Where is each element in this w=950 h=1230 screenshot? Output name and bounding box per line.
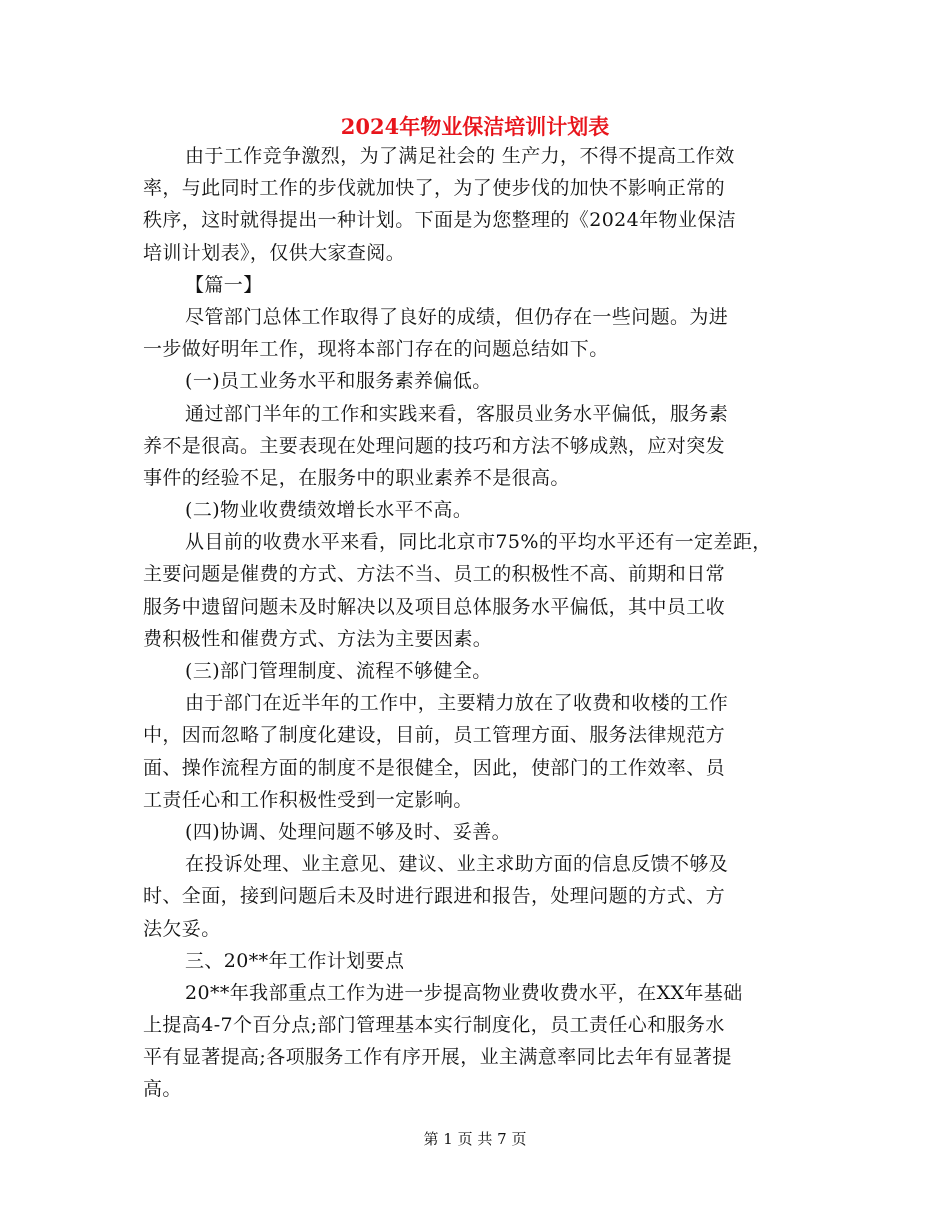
paragraph-line: 中，因而忽略了制度化建设，目前，员工管理方面、服务法律规范方 (143, 724, 726, 747)
paragraph-line: 上提高4-7个百分点;部门管理基本实行制度化，员工责任心和服务水 (143, 1014, 725, 1037)
subheading: (一)员工业务水平和服务素养偏低。 (185, 370, 492, 393)
section-heading: 【篇一】 (185, 273, 263, 296)
paragraph-line: 工责任心和工作积极性受到一定影响。 (143, 788, 473, 811)
subheading: (二)物业收费绩效增长水平不高。 (185, 499, 473, 522)
section-heading: 三、20**年工作计划要点 (185, 949, 405, 972)
paragraph-line: 事件的经验不足，在服务中的职业素养不是很高。 (143, 466, 570, 489)
paragraph-line: 费积极性和催费方式、方法为主要因素。 (143, 627, 493, 650)
document-body (143, 140, 823, 1106)
paragraph-line: 尽管部门总体工作取得了良好的成绩，但仍存在一些问题。为进 (185, 305, 729, 328)
paragraph-line: 通过部门半年的工作和实践来看，客服员业务水平偏低，服务素 (185, 402, 729, 425)
paragraph-line: 高。 (143, 1078, 182, 1101)
paragraph-line: 20**年我部重点工作为进一步提高物业费收费水平，在XX年基础 (185, 981, 743, 1004)
paragraph-line: 服务中遗留问题未及时解决以及项目总体服务水平偏低，其中员工收 (143, 595, 726, 618)
subheading: (三)部门管理制度、流程不够健全。 (185, 660, 492, 682)
paragraph-line: 由于部门在近半年的工作中，主要精力放在了收费和收楼的工作 (185, 692, 729, 715)
paragraph-line: 面、操作流程方面的制度不是很健全，因此，使部门的工作效率、员 (143, 756, 726, 779)
paragraph-line: 一步做好明年工作，现将本部门存在的问题总结如下。 (143, 338, 609, 361)
paragraph-line: 时、全面，接到问题后未及时进行跟进和报告，处理问题的方式、方 (143, 885, 726, 908)
document-title: 2024年物业保洁培训计划表 (340, 114, 610, 139)
paragraph-line: 养不是很高。主要表现在处理问题的技巧和方法不够成熟，应对突发 (143, 434, 726, 457)
paragraph-line: 由于工作竞争激烈，为了满足社会的 生产力，不得不提高工作效 (185, 145, 735, 167)
paragraph-line: 秩序，这时就得提出一种计划。下面是为您整理的《2024年物业保洁 (143, 209, 737, 232)
subheading: (四)协调、处理问题不够及时、妥善。 (185, 820, 512, 843)
paragraph-line: 从目前的收费水平来看，同比北京市75%的平均水平还有一定差距， (185, 531, 772, 554)
paragraph-line: 主要问题是催费的方式、方法不当、员工的积极性不高、前期和日常 (143, 563, 726, 586)
paragraph-line: 率，与此同时工作的步伐就加快了，为了使步伐的加快不影响正常的 (143, 177, 726, 200)
paragraph-line: 在投诉处理、业主意见、建议、业主求助方面的信息反馈不够及 (185, 853, 729, 876)
page-footer: 第 1 页 共 7 页 (423, 1130, 527, 1148)
paragraph-line: 法欠妥。 (143, 917, 221, 940)
paragraph-line: 培训计划表》，仅供大家查阅。 (143, 241, 406, 264)
paragraph-line: 平有显著提高;各项服务工作有序开展，业主满意率同比去年有显著提 (143, 1046, 732, 1069)
